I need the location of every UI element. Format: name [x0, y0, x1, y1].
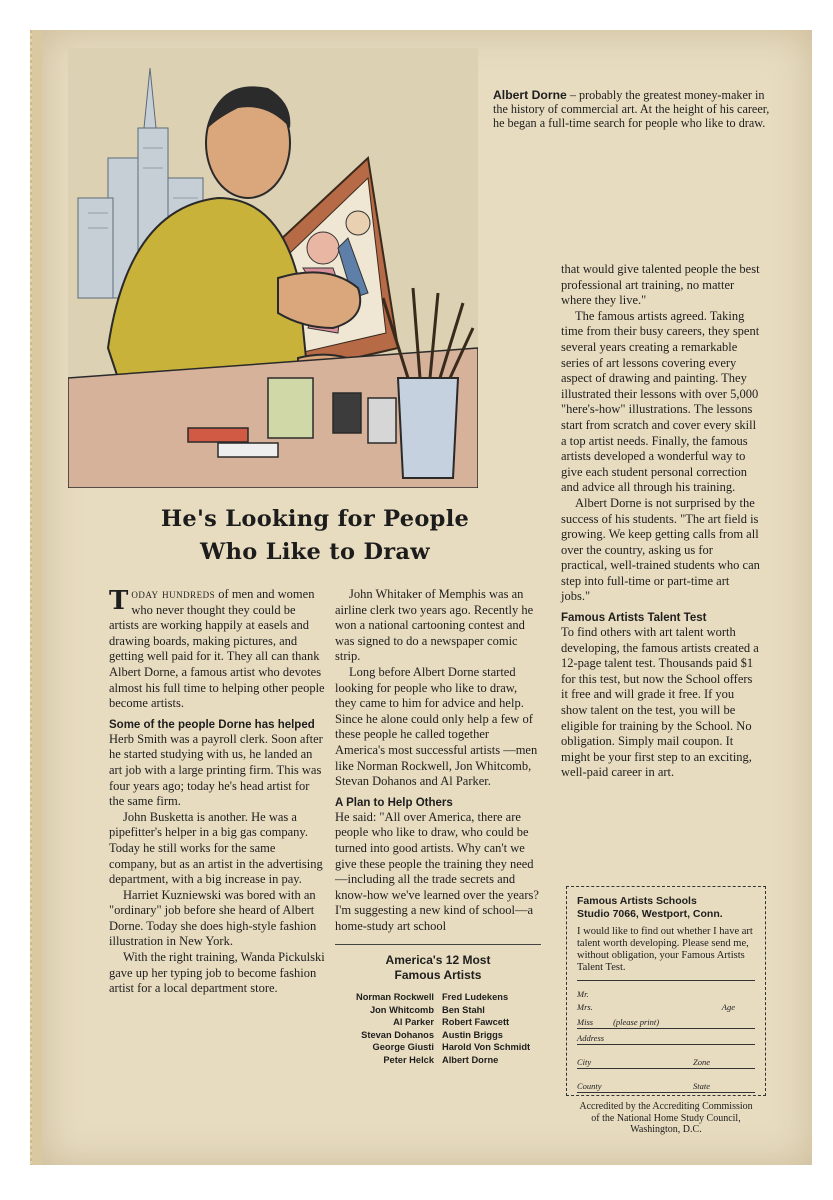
accreditation-note: Accredited by the Accrediting Commission of the National Home Study Council, Washington, D.C.	[579, 1101, 753, 1135]
paragraph-he-said: He said: "All over America, there are people who like to draw, who could be turned into good artists. Why can't we give these people the training they need—including all the trade secrets and know-how we've learned over the years? I'm suggesting a new kind of school—a home-study art school	[335, 809, 539, 933]
age-label: Age	[721, 1002, 735, 1012]
name-field-mrs[interactable]	[577, 1000, 755, 1013]
paragraph-john-busketta: John Busketta is another. He was a pipefitter's helper in a big gas company. Today he still works for the same company, but as an artist in the advertising department, with a big increase in pay.	[109, 809, 323, 887]
coupon-studio-address: Studio 7066, Westport, Conn.	[577, 908, 723, 920]
artist-name: Albert Dorne	[442, 1054, 499, 1065]
paragraph-wanda: With the right training, Wanda Pickulski gave up her typing job to become fashion artist for a local department store.	[109, 950, 325, 996]
artists-list	[335, 991, 541, 1066]
artist-name: Jon Whitcomb	[369, 1004, 434, 1015]
county-state-field[interactable]	[577, 1079, 755, 1093]
intro-text: of men and women who never thought they could be artists are working happily at easels and drawing boards, making pictures, and getting well paid for it. They all can thank Albert Dorne, a famous artist who devotes almost his full time to helping other people become artists.	[109, 587, 325, 711]
county-label: County	[577, 1081, 602, 1091]
column-1	[109, 587, 325, 997]
artist-name: Norman Rockwell	[355, 992, 434, 1003]
artist-name: Al Parker	[393, 1017, 434, 1028]
section-heading-talent-test: Famous Artists Talent Test	[561, 612, 707, 625]
section-heading-helped: Some of the people Dorne has helped	[109, 718, 315, 731]
city-label: City	[577, 1057, 592, 1067]
headline	[95, 503, 535, 569]
caption-name: Albert Dorne	[493, 88, 567, 102]
mr-label: Mr.	[577, 989, 589, 999]
mrs-label: Mrs.	[577, 1002, 593, 1012]
paragraph-training: that would give talented people the best professional art training, no matter where they live."	[561, 262, 760, 308]
miss-label: Miss	[577, 1017, 594, 1027]
albert-dorne-illustration	[68, 48, 478, 488]
famous-title-line-1: America's 12 Most	[385, 953, 491, 968]
artist-name: Peter Helck	[383, 1054, 434, 1065]
artist-name: Stevan Dohanos	[361, 1029, 434, 1040]
column-3	[561, 262, 761, 781]
name-field[interactable]	[577, 987, 755, 1000]
artist-name: Ben Stahl	[442, 1004, 485, 1015]
paragraph-not-surprised: Albert Dorne is not surprised by the success of his students. "The art field is growing. We keep getting calls from all over the country, asking us for practical, well-trained students who can step into full-time or part-time art jobs."	[561, 495, 760, 604]
mail-coupon[interactable]	[566, 886, 766, 1135]
artist-name: Robert Fawcett	[442, 1017, 510, 1028]
headline-line-2: Who Like to Draw	[200, 539, 430, 565]
headline-line-1: He's Looking for People	[160, 506, 470, 532]
state-label: State	[693, 1081, 710, 1091]
famous-artists-title	[335, 953, 541, 983]
divider	[335, 944, 541, 945]
drop-cap: T	[109, 586, 129, 616]
name-field-miss[interactable]	[577, 1015, 755, 1029]
paragraph-long-before: Long before Albert Dorne started looking for people who like to draw, they came to him for advice and help. Since he alone could only help a few of these people he called together America's most successful artists —men like Norman Rockwell, Jon Whitcomb, Stevan Dohanos and Al Parker.	[335, 664, 538, 789]
paragraph-artists-agreed: The famous artists agreed. Taking time from their busy careers, they spent several years creating a remarkable series of art lessons covering every aspect of drawing and painting. They illustrated their lessons with over 5,000 "here's-how" illustrations. The lessons start from scratch and cover every skill a top artist needs. Finally, the famous artists developed a wonderful way to give each student personal correction and advice all through his training.	[561, 308, 760, 495]
artist-name: Harold Von Schmidt	[442, 1042, 531, 1053]
paragraph-john-whitaker: John Whitaker of Memphis was an airline clerk two years ago. Recently he won a national cartooning contest and was signed to do a newspaper comic strip.	[335, 587, 534, 664]
city-zone-field[interactable]	[577, 1055, 755, 1069]
artist-name: Fred Ludekens	[442, 992, 509, 1003]
artist-name: Austin Briggs	[442, 1029, 503, 1040]
coupon-body: I would like to find out whether I have art talent worth developing. Please send me, without obligation, your Famous Artists Talent Test.	[577, 926, 753, 973]
column-2	[335, 587, 541, 1066]
print-hint: (please print)	[613, 1017, 660, 1027]
coupon-school-name: Famous Artists Schools	[577, 895, 697, 907]
lead-caps: oday hundreds	[131, 587, 216, 601]
paragraph-talent-test: To find others with art talent worth developing, the famous artists created a 12-page talent test. Thousands paid $1 for this test, but now the School offers it free and will grade it free. If you show talent on the test, you will be eligible for training by the School. No obligation. Simply mail coupon. It might be your first step to an exciting, well-paid career in art.	[561, 625, 759, 780]
coupon-divider	[577, 980, 755, 981]
section-heading-plan: A Plan to Help Others	[335, 796, 453, 809]
famous-title-line-2: Famous Artists	[394, 968, 482, 983]
paragraph-herb-smith: Herb Smith was a payroll clerk. Soon after he started studying with us, he landed an art job with a large printing firm. This was four years ago; today he's head artist for the same firm.	[109, 731, 323, 809]
zone-label: Zone	[693, 1057, 710, 1067]
address-label: Address	[577, 1033, 605, 1043]
caption-text: – probably the greatest money-maker in the history of commercial art. At the height of his career, he began a full-time search for people who like to draw.	[493, 88, 770, 130]
intro-paragraph	[109, 587, 325, 712]
artist-name: George Giusti	[372, 1042, 434, 1053]
address-field[interactable]	[577, 1031, 755, 1045]
paragraph-harriet: Harriet Kuzniewski was bored with an "ordinary" job before she heard of Albert Dorne. Today she does high-style fashion illustration in New York.	[109, 887, 317, 949]
photo-caption	[493, 88, 773, 130]
